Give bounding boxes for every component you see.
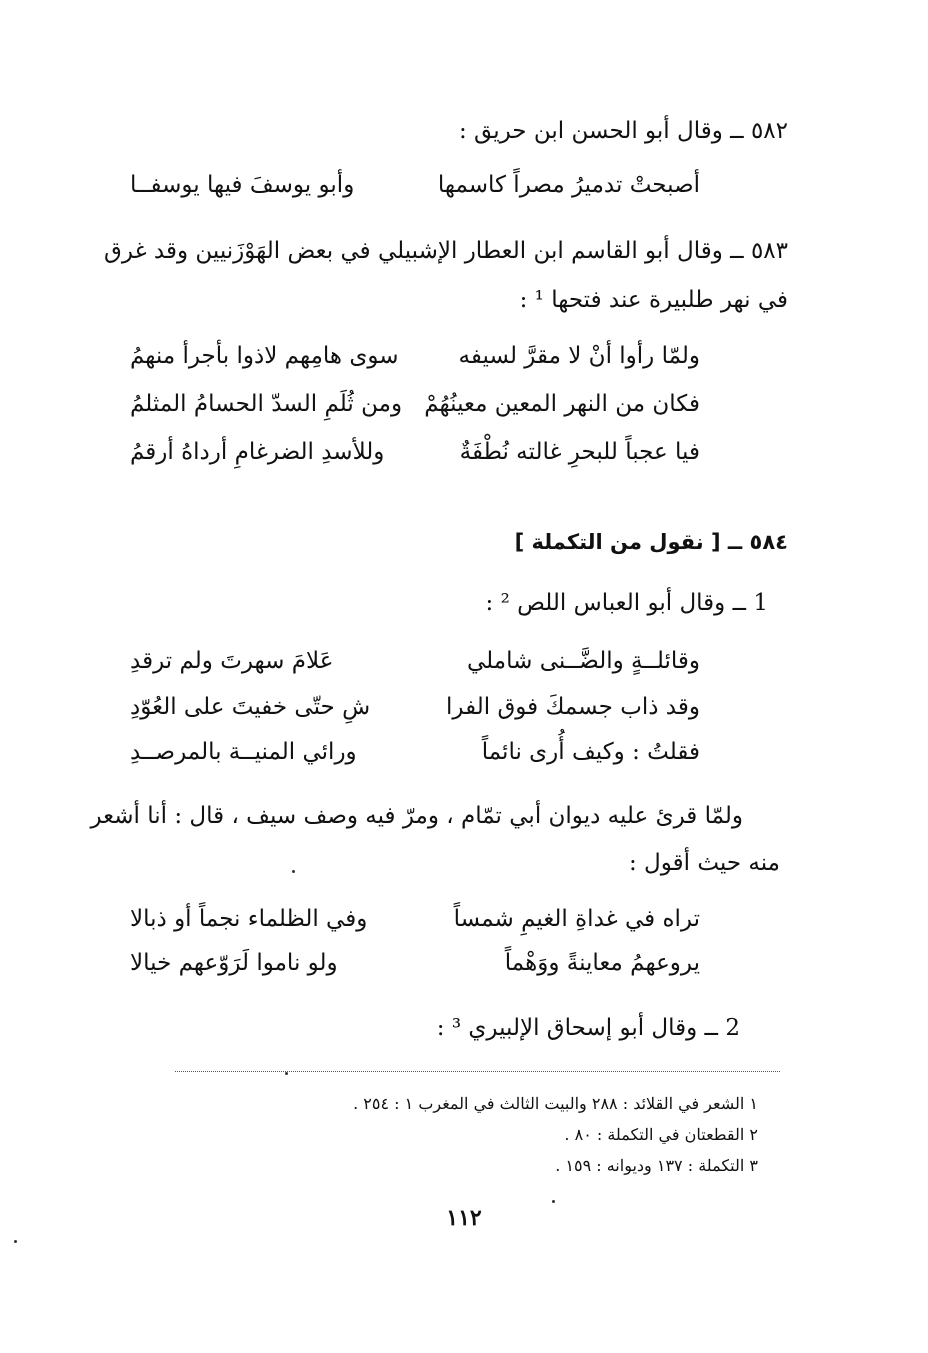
verse-584b-2 — [130, 950, 700, 994]
verse-hemistich-left: وفي الظلماء نجماً أو ذبالا — [130, 906, 368, 932]
verse-584a-1 — [130, 648, 700, 692]
verse-hemistich-left: ورائي المنيــة بالمرصــدِ — [130, 739, 357, 765]
verse-hemistich-right: فيا عجباً للبحرِ غالته نُطْفَةٌ — [459, 439, 700, 465]
verse-hemistich-left: ولو ناموا لَرَوّعهم خيالا — [130, 950, 338, 976]
verse-hemistich-left: ومن ثُلَمِ السدّ الحسامُ المثلمُ — [130, 391, 403, 417]
verse-hemistich-right: ولمّا رأوا أنْ لا مقرَّ لسيفه — [458, 343, 700, 369]
entry-584-part2-intro: 2 ــ وقال أبو إسحاق الإلبيري ³ : — [436, 1015, 740, 1041]
scan-speck — [14, 1240, 17, 1243]
entry-584-prose-line2: منه حيث أقول : — [629, 850, 780, 876]
footnote-2: ٢ القطعتان في التكملة : ٨٠ . — [564, 1125, 758, 1144]
verse-hemistich-left: وللأسدِ الضرغامِ أرداهُ أرقمُ — [130, 439, 385, 465]
entry-584-prose-line1: ولمّا قرئ عليه ديوان أبي تمّام ، ومرّ فيه وصف سيف ، قال : أنا أشعر — [90, 803, 743, 829]
verse-hemistich-right: وقد ذاب جسمكَ فوق الفرا — [446, 694, 700, 720]
verse-583-2 — [130, 391, 700, 435]
scan-speck — [285, 1072, 288, 1075]
entry-582-intro: ٥٨٢ ــ وقال أبو الحسن ابن حريق : — [458, 118, 788, 144]
verse-hemistich-left: عَلامَ سهرتَ ولم ترقدِ — [130, 648, 334, 674]
scan-speck — [552, 1200, 555, 1203]
verse-hemistich-right: أصبحتْ تدميرُ مصراً كاسمها — [437, 172, 700, 198]
verse-583-3 — [130, 439, 700, 483]
entry-583-intro-line2: في نهر طلبيرة عند فتحها ¹ : — [519, 287, 788, 313]
footnote-3: ٣ التكملة : ١٣٧ وديوانه : ١٥٩ . — [555, 1156, 758, 1175]
verse-hemistich-right: يروعهمُ معاينةً ووَهْماً — [504, 950, 700, 976]
verse-hemistich-right: تراه في غداةِ الغيمِ شمساً — [453, 906, 700, 932]
verse-hemistich-left: شِ حتّى خفيتَ على العُوّدِ — [130, 694, 371, 720]
verse-hemistich-right: فكان من النهر المعين معينُهُمْ — [424, 391, 700, 417]
entry-584-heading: ٥٨٤ ــ [ نقول من التكملة ] — [514, 530, 788, 554]
verse-hemistich-right: فقلتُ : وكيف أُرى نائماً — [481, 739, 700, 765]
verse-584a-3 — [130, 739, 700, 783]
verse-hemistich-left: وأبو يوسفَ فيها يوسفــا — [130, 172, 355, 198]
verse-582-1 — [130, 172, 700, 216]
verse-hemistich-left: سوى هامِهم لاذوا بأجرأ منهمُ — [130, 343, 399, 369]
verse-584b-1 — [130, 906, 700, 950]
footnote-divider — [175, 1071, 780, 1072]
verse-584a-2 — [130, 694, 700, 738]
verse-583-1 — [130, 343, 700, 387]
page-number: ١١٢ — [446, 1205, 482, 1231]
entry-584-part1-intro: 1 ــ وقال أبو العباس اللص ² : — [485, 590, 768, 616]
scan-speck — [292, 870, 295, 873]
verse-hemistich-right: وقائلــةٍ والضَّــنى شاملي — [467, 648, 700, 674]
footnote-1: ١ الشعر في القلائد : ٢٨٨ والبيت الثالث في المغرب ١ : ٢٥٤ . — [353, 1094, 758, 1113]
entry-583-intro-line1: ٥٨٣ ــ وقال أبو القاسم ابن العطار الإشبيلي في بعض الهَوْزَنيين وقد غرق — [104, 238, 788, 264]
